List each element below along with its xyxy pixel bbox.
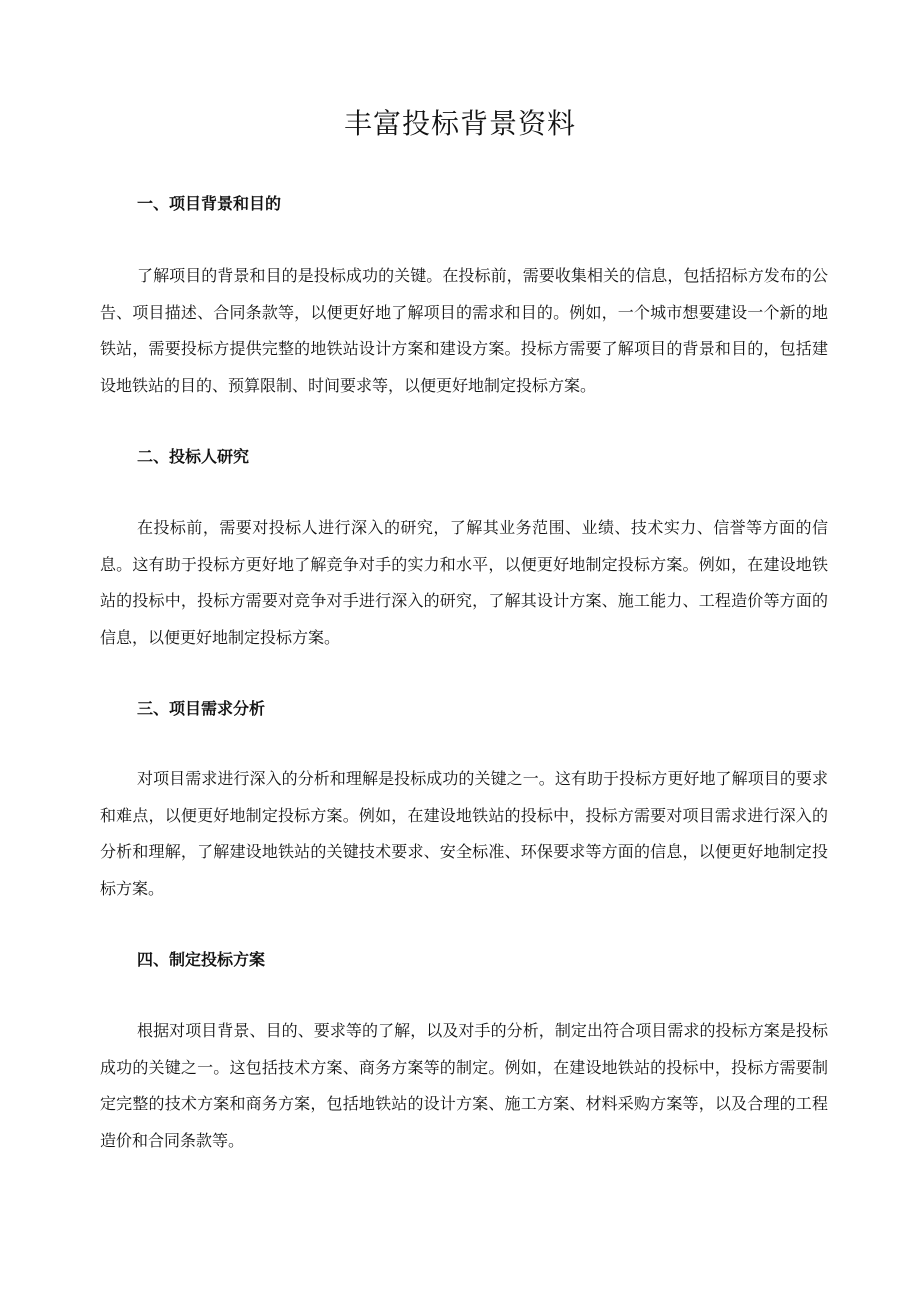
section-body-background: 了解项目的背景和目的是投标成功的关键。在投标前，需要收集相关的信息，包括招标方发布的公告、项目描述、合同条款等，以便更好地了解项目的需求和目的。例如，一个城市想要建设一个新的地铁站，需要投标方提供完整的地铁站设计方案和建设方案。投标方需要了解项目的背景和目的，包括建设地铁站的目的、预算限制、时间要求等，以便更好地制定投标方案。: [100, 266, 828, 395]
section-heading-bid-plan: 四、制定投标方案: [137, 950, 266, 969]
document-title: 丰富投标背景资料: [343, 107, 576, 140]
section-heading-requirements-analysis: 三、项目需求分析: [137, 699, 266, 718]
section-heading-background: 一、项目背景和目的: [137, 194, 282, 213]
section-body-bid-plan: 根据对项目背景、目的、要求等的了解，以及对手的分析，制定出符合项目需求的投标方案是投标成功的关键之一。这包括技术方案、商务方案等的制定。例如，在建设地铁站的投标中，投标方需要制定完整的技术方案和商务方案，包括地铁站的设计方案、施工方案、材料采购方案等，以及合理的工程造价和合同条款等。: [100, 1021, 828, 1150]
section-heading-bidder-research: 二、投标人研究: [137, 447, 250, 466]
section-body-requirements-analysis: 对项目需求进行深入的分析和理解是投标成功的关键之一。这有助于投标方更好地了解项目的要求和难点，以便更好地制定投标方案。例如，在建设地铁站的投标中，投标方需要对项目需求进行深入的分析和理解，了解建设地铁站的关键技术要求、安全标准、环保要求等方面的信息，以便更好地制定投标方案。: [100, 769, 828, 898]
section-body-bidder-research: 在投标前，需要对投标人进行深入的研究，了解其业务范围、业绩、技术实力、信誉等方面的信息。这有助于投标方更好地了解竞争对手的实力和水平，以便更好地制定投标方案。例如，在建设地铁站的投标中，投标方需要对竞争对手进行深入的研究，了解其设计方案、施工能力、工程造价等方面的信息，以便更好地制定投标方案。: [100, 518, 828, 647]
